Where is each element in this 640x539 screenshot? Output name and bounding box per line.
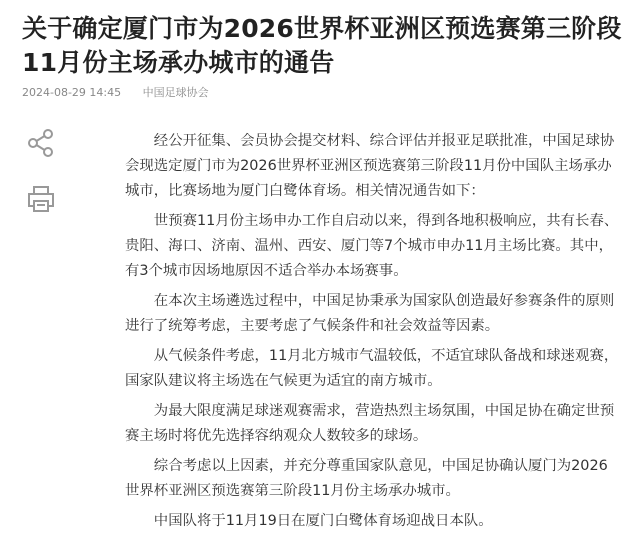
print-icon[interactable] <box>26 184 56 214</box>
paragraph: 世预赛11月份主场申办工作自启动以来，得到各地积极响应，共有长春、贵阳、海口、济南、温州、西安、厦门等7个城市申办11月主场比赛。其中，有3个城市因场地原因不适合举办本场赛事。 <box>125 213 619 279</box>
article-body <box>125 129 621 539</box>
article-source: 中国足球协会 <box>142 86 209 99</box>
paragraph: 综合考虑以上因素，并充分尊重国家队意见，中国足协确认厦门为2026世界杯亚洲区预选赛第三阶段11月份主场承办城市。 <box>125 458 608 499</box>
paragraph: 为最大限度满足球迷观赛需求，营造热烈主场氛围，中国足协在确定世预赛主场时将优先选择容纳观众人数较多的球场。 <box>125 403 615 444</box>
share-icon[interactable] <box>26 128 56 158</box>
paragraph: 从气候条件考虑，11月北方城市气温较低，不适宜球队备战和球迷观赛，国家队建议将主场选在气候更为适宜的南方城市。 <box>125 348 619 389</box>
article-title: 关于确定厦门市为2026世界杯亚洲区预选赛第三阶段11月份主场承办城市的通告 <box>22 14 622 77</box>
paragraph: 中国队将于11月19日在厦门白鹭体育场迎战日本队。 <box>153 513 493 529</box>
article-meta <box>22 84 227 100</box>
paragraph: 经公开征集、会员协会提交材料、综合评估并报亚足联批准，中国足球协会现选定厦门市为2026世界杯亚洲区预选赛第三阶段11月份中国队主场承办城市，比赛场地为厦门白鹭体育场。相关情况通告如下： <box>125 133 615 199</box>
publish-date: 2024-08-29 14:45 <box>22 86 122 99</box>
paragraph: 在本次主场遴选过程中，中国足协秉承为国家队创造最好参赛条件的原则进行了统筹考虑，主要考虑了气候条件和社会效益等因素。 <box>125 293 615 334</box>
